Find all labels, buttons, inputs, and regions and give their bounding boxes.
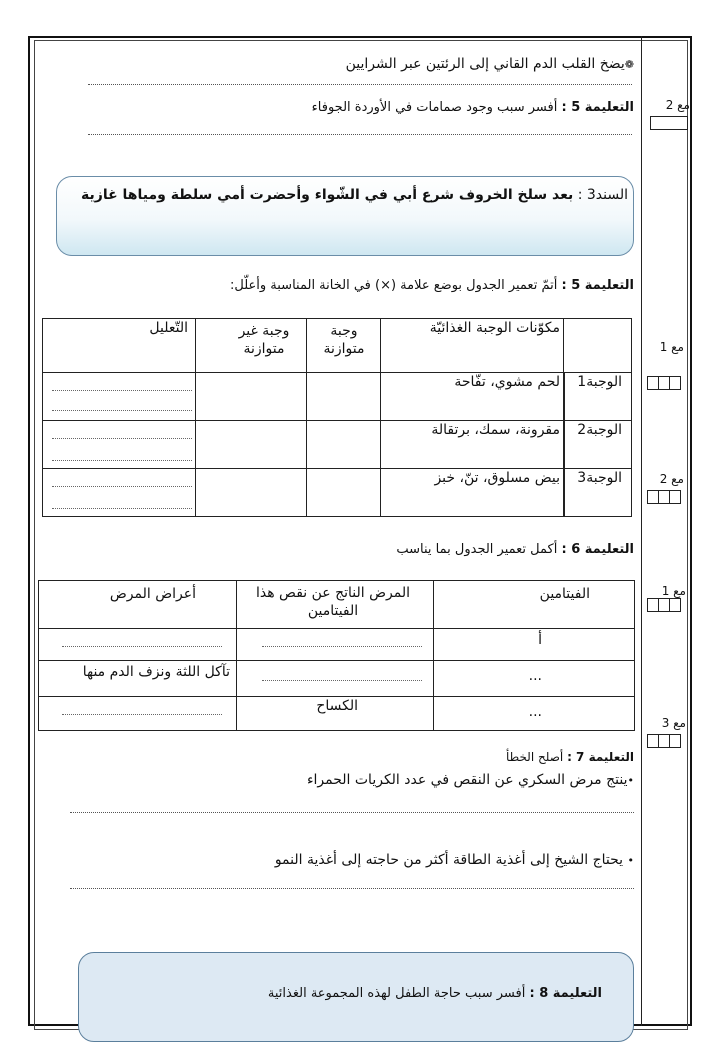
symptoms-row-2: تآكل اللثة ونزف الدم منها — [82, 664, 230, 680]
vitamin-2: ... — [528, 668, 542, 684]
criterion-mark-1: مع 2 — [665, 98, 690, 112]
header-components: مكوّنات الوجبة الغذائيّة — [429, 320, 560, 336]
document-3-text: السند3 : بعد سلخ الخروف شرع أبي في الشّواء وأحضرت أمي سلطة ومياها غازية — [81, 187, 628, 203]
statement-7b: • يحتاج الشيخ إلى أغذية الطاقة أكثر من حاجته إلى أغذية النمو — [274, 852, 634, 868]
header-disease: المرض الناتج عن نقص هذا الفيتامين — [255, 585, 411, 619]
answer-line[interactable] — [70, 812, 634, 813]
meal-1-label: الوجبة1 — [577, 374, 622, 390]
instruction-8: التعليمة 8 : أفسر سبب حاجة الطفل لهذه المجموعة الغذائية — [267, 986, 602, 1001]
header-vitamin: الفيتامين — [539, 586, 590, 602]
grading-margin-divider — [641, 36, 642, 1026]
disease-answer-line[interactable] — [262, 646, 422, 647]
meal-3-components: بيض مسلوق، تنّ، خبز — [434, 470, 560, 486]
header-symptoms: أعراض المرض — [109, 586, 196, 602]
score-boxes[interactable] — [648, 734, 681, 748]
answer-line[interactable] — [70, 888, 634, 889]
justification-line[interactable] — [52, 486, 192, 487]
criterion-mark-5: مع 3 — [661, 716, 686, 730]
meal-label-divider — [564, 372, 565, 516]
justification-line[interactable] — [52, 508, 192, 509]
header-balanced: وجبة متوازنة — [323, 323, 365, 357]
answer-line — [88, 84, 632, 85]
instruction-7: التعليمة 7 : أصلح الخطأ — [505, 750, 634, 764]
score-boxes[interactable] — [648, 598, 681, 612]
justification-line[interactable] — [52, 438, 192, 439]
instruction-6: التعليمة 6 : أكمل تعمير الجدول بما يناسب — [396, 542, 634, 557]
disease-row-3: الكساح — [316, 698, 358, 714]
criterion-mark-3: مع 2 — [659, 472, 684, 486]
symptoms-answer-line[interactable] — [62, 714, 222, 715]
vitamin-a: أ — [538, 632, 542, 648]
meal-1-components: لحم مشوي، تفّاحة — [454, 374, 560, 390]
statement-heart: ❁يضخ القلب الدم القاني إلى الرئتين عبر الشرايين — [345, 56, 634, 72]
header-justification: التّعليل — [149, 320, 188, 336]
header-unbalanced: وجبة غير متوازنة — [238, 323, 290, 357]
meal-3-label: الوجبة3 — [577, 470, 622, 486]
score-boxes[interactable] — [648, 376, 681, 390]
dot-bullet-icon: • — [627, 854, 634, 867]
flower-bullet-icon: ❁ — [624, 58, 634, 71]
criterion-mark-4: مع 1 — [661, 584, 686, 598]
dot-bullet-icon: • — [627, 774, 634, 787]
vitamin-3: ... — [528, 704, 542, 720]
disease-answer-line[interactable] — [262, 680, 422, 681]
instruction-5b: التعليمة 5 : أتمّ تعمير الجدول بوضع علامة (×) في الخانة المناسبة وأعلّل: — [229, 278, 634, 293]
score-box[interactable] — [651, 116, 688, 130]
meal-2-components: مقرونة، سمك، برتقالة — [431, 422, 560, 438]
symptoms-answer-line[interactable] — [62, 646, 222, 647]
justification-line[interactable] — [52, 390, 192, 391]
score-boxes[interactable] — [648, 490, 681, 504]
meal-2-label: الوجبة2 — [577, 422, 622, 438]
justification-line[interactable] — [52, 460, 192, 461]
answer-line[interactable] — [88, 134, 632, 135]
criterion-mark-2: مع 1 — [659, 340, 684, 354]
instruction-5a: التعليمة 5 : أفسر سبب وجود صمامات في الأوردة الجوفاء — [311, 100, 634, 115]
justification-line[interactable] — [52, 410, 192, 411]
statement-7a: •ينتج مرض السكري عن النقص في عدد الكريات الحمراء — [306, 772, 634, 788]
